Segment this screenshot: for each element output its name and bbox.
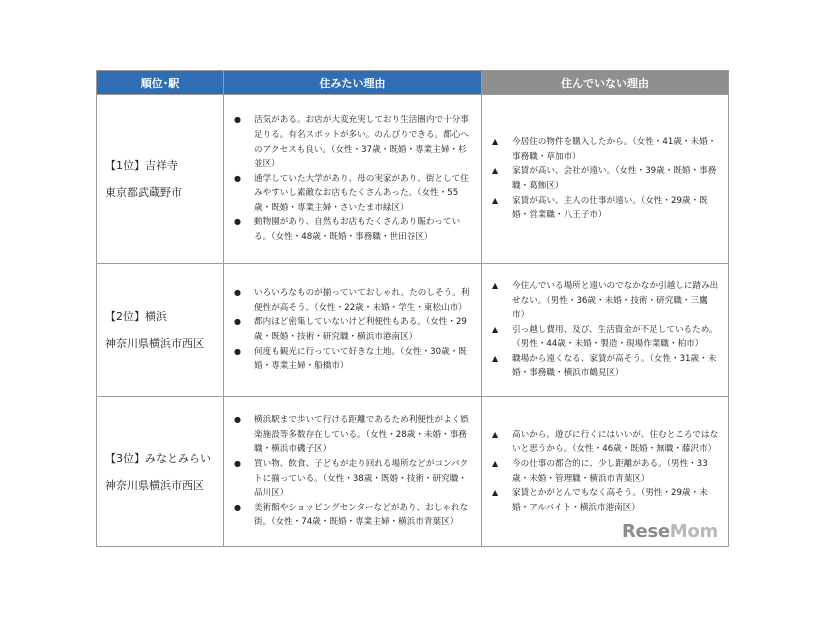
station-cell <box>97 397 224 547</box>
list-item: ▲ 家賃が高い、会社が遠い。（女性・39歳・既婚・事務職・葛飾区） <box>492 166 717 191</box>
header-want-reason: 住みたい理由 <box>224 71 482 95</box>
list-item: ▲ 今居住の物件を購入したから。（女性・41歳・未婚・事務職・草加市） <box>492 137 717 162</box>
ranking-table <box>96 70 729 547</box>
list-item: ▲ 今住んでいる場所と遠いのでなかなか引越しに踏み出せない。（男性・36歳・未婚・技術・研究職・三鷹市） <box>492 280 719 321</box>
city-label: 東京都武蔵野市 <box>105 186 182 199</box>
not-living-reason-list <box>490 135 720 223</box>
list-item: ▲ 家賃が高い、主人の仕事が遠い。（女性・29歳・既婚・営業職・八王子市） <box>492 195 708 221</box>
list-item: ● 美術館やショッピングセンターなどがあり、おしゃれな街。（女性・74歳・既婚・専業主婦・横浜市青葉区） <box>234 502 469 528</box>
bullet-triangle-icon: ▲ <box>492 166 499 176</box>
list-item: ● 何度も観光に行っていて好きな土地。（女性・30歳・既婚・専業主婦・船橋市） <box>234 346 467 372</box>
not-living-reason-list <box>490 428 720 516</box>
list-item: ▲ 職場から遠くなる、家賃が高そう。（女性・31歳・未婚・事務職・横浜市鶴見区） <box>492 353 717 379</box>
bullet-triangle-icon: ▲ <box>492 353 499 363</box>
rank-label: 【2位】横浜 <box>105 310 167 323</box>
want-reason-list <box>232 286 473 374</box>
city-label: 神奈川県横浜市西区 <box>105 337 204 350</box>
header-not-living-reason: 住んでいない理由 <box>482 71 729 95</box>
bullet-dot-icon: ● <box>234 288 241 298</box>
bullet-dot-icon: ● <box>234 415 241 425</box>
rank-label: 【3位】みなとみらい <box>105 451 211 465</box>
bullet-triangle-icon: ▲ <box>492 280 499 290</box>
want-reason-list <box>232 113 473 244</box>
bullet-triangle-icon: ▲ <box>492 324 499 334</box>
bullet-triangle-icon: ▲ <box>492 488 499 498</box>
bullet-triangle-icon: ▲ <box>492 137 499 147</box>
bullet-dot-icon: ● <box>234 458 241 468</box>
list-item: ● 通学していた大学があり、母の実家があり、街として住みやすいし素敵なお店もたくさんあった。（女性・55歳・既婚・専業主婦・さいたま市緑区） <box>234 173 469 213</box>
list-item: ● 動物園があり、自然もお店もたくさんあり賑わっている。（女性・48歳・既婚・事務職・世田谷区） <box>234 217 461 243</box>
bullet-triangle-icon: ▲ <box>492 429 499 439</box>
bullet-dot-icon: ● <box>234 173 241 183</box>
station-cell <box>97 264 224 397</box>
bullet-triangle-icon: ▲ <box>492 458 499 468</box>
bullet-triangle-icon: ▲ <box>492 195 499 205</box>
header-row <box>97 71 729 95</box>
bullet-dot-icon: ● <box>234 502 241 512</box>
bullet-dot-icon: ● <box>234 115 241 125</box>
list-item: ● 横浜駅まで歩いて行ける距離であるため利便性がよく娯楽施設等多数存在している。（女性・28歳・未婚・事務職・横浜市磯子区） <box>234 415 469 455</box>
rank-label: 【1位】吉祥寺 <box>105 159 178 172</box>
header-station: 順位･駅 <box>97 71 224 95</box>
table-row-1 <box>97 95 729 264</box>
watermark-text-b: Mom <box>669 521 718 542</box>
not-living-reasons-cell <box>482 264 729 397</box>
want-reasons-cell <box>224 264 482 397</box>
want-reason-list <box>232 413 473 530</box>
list-item: ▲ 家賃とかがとんでもなく高そう。（男性・29歳・未婚・アルバイト・横浜市港南区） <box>492 488 708 513</box>
list-item: ● 都内ほど密集していないけど利便性もある。（女性・29歳・既婚・技術・研究職・横浜市港南区） <box>234 317 467 342</box>
list-item: ● 活気がある。お店が大変充実しており生活圏内で十分事足りる。有名スポットが多い。のんびりできる。都心へのアクセスも良い。（女性・37歳・既婚・専業主婦・杉並区） <box>234 115 469 170</box>
want-reasons-cell <box>224 397 482 547</box>
bullet-dot-icon: ● <box>234 346 241 356</box>
not-living-reason-list <box>490 279 720 381</box>
list-item: ● 買い物、飲食、子どもが走り回れる場所などがコンパクトに揃っている。（女性・38歳・既婚・技術・研究職・品川区） <box>234 458 469 499</box>
list-item: ▲ 引っ越し費用、及び、生活資金が不足しているため。（男性・44歳・未婚・製造・現場作業職・柏市） <box>492 324 718 350</box>
bullet-dot-icon: ● <box>234 217 241 227</box>
resemom-watermark <box>622 521 718 542</box>
list-item: ● いろいろなものが揃っていておしゃれ。たのしそう。利便性が高そう。（女性・22歳・未婚・学生・東松山市） <box>234 288 470 313</box>
not-living-reasons-cell <box>482 95 729 264</box>
watermark-text-a: Rese <box>622 521 670 542</box>
want-reasons-cell <box>224 95 482 264</box>
bullet-dot-icon: ● <box>234 317 241 327</box>
list-item: ▲ 今の仕事の都合的に、少し距離がある。（男性・33歳・未婚・管理職・横浜市青葉区） <box>492 458 708 484</box>
station-cell <box>97 95 224 264</box>
list-item: ▲ 高いから。遊びに行くにはいいが、住むところではないと思うから。（女性・46歳・既婚・無職・藤沢市） <box>492 429 719 455</box>
table-row-2 <box>97 264 729 397</box>
city-label: 神奈川県横浜市西区 <box>105 478 204 492</box>
